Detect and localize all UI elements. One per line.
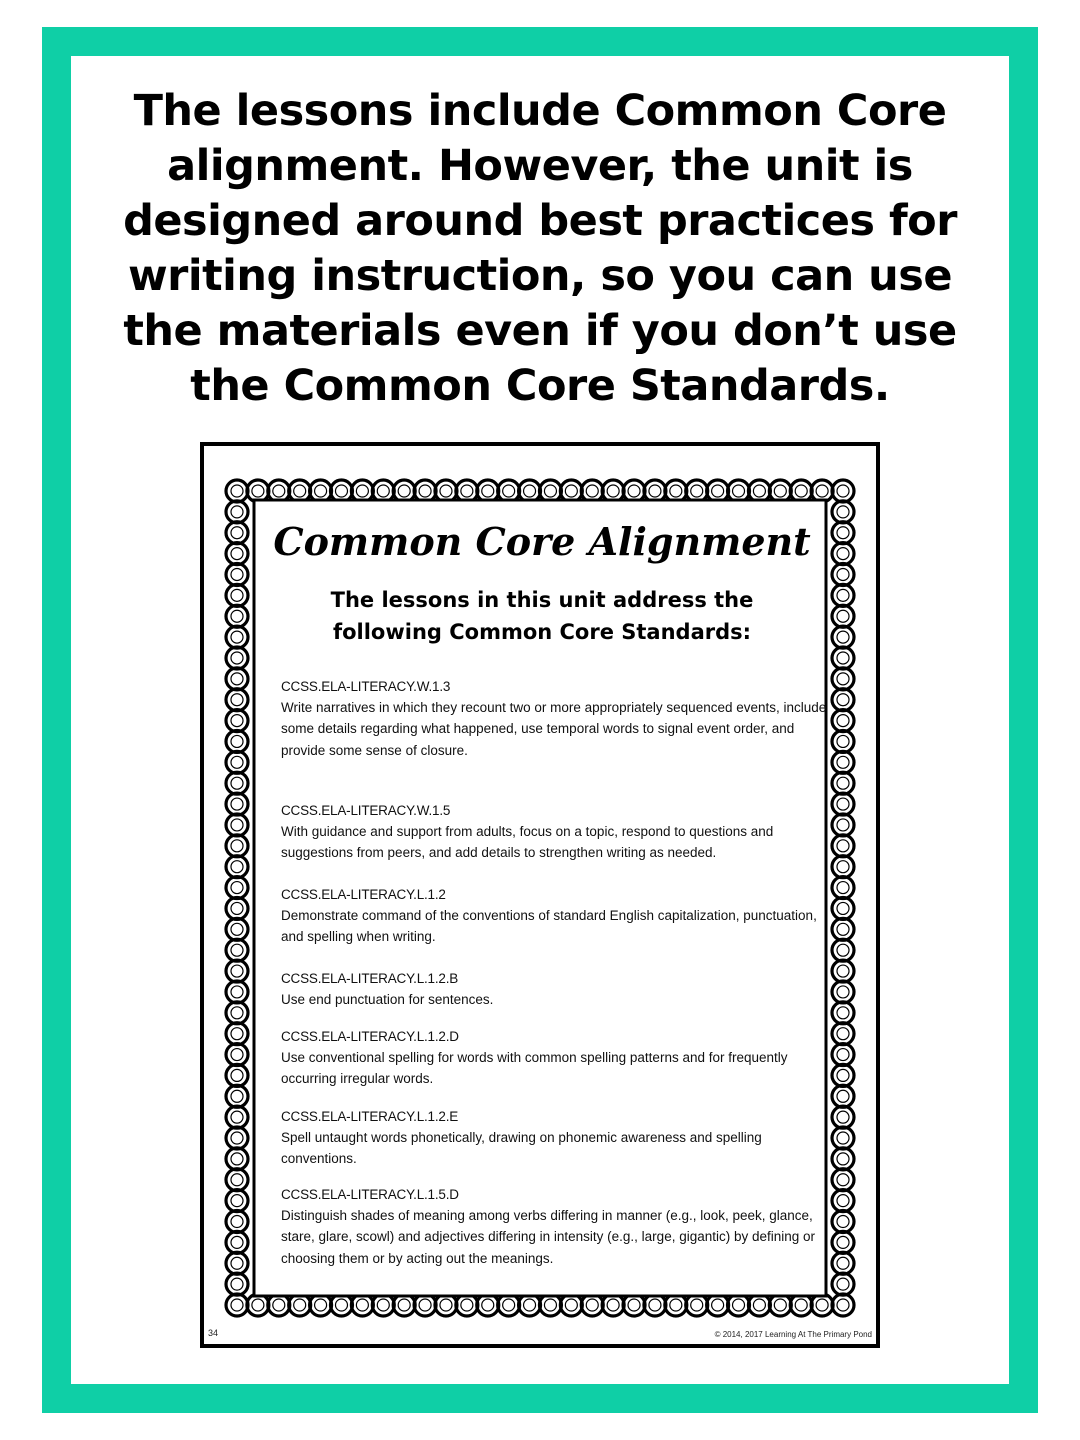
standard-item: [281, 1026, 827, 1090]
standard-code: CCSS.ELA-LITERACY.L.1.2.B: [281, 971, 459, 986]
worksheet-subtitle: [270, 584, 814, 648]
standard-description: Write narratives in which they recount two or more appropriately sequenced events, include some details regarding what happened, use temporal words to signal event order, and provide some sense of closure.: [281, 700, 827, 758]
standard-code: CCSS.ELA-LITERACY.L.1.2.D: [281, 1029, 459, 1044]
worksheet-subtitle-line-2: following Common Core Standards:: [332, 620, 752, 644]
standard-item: [281, 1106, 827, 1170]
standard-item: [281, 884, 827, 948]
standard-item: [281, 800, 827, 864]
standard-description: Use conventional spelling for words with common spelling patterns and for frequently occurring irregular words.: [281, 1050, 788, 1087]
standard-description: Spell untaught words phonetically, drawing on phonemic awareness and spelling conventions.: [281, 1130, 762, 1167]
standard-code: CCSS.ELA-LITERACY.L.1.2.E: [281, 1109, 459, 1124]
page-number: 34: [208, 1328, 219, 1338]
standard-item: [281, 968, 827, 1010]
standard-item: [281, 1184, 827, 1269]
standard-item: [281, 676, 827, 761]
standard-code: CCSS.ELA-LITERACY.L.1.2: [281, 887, 446, 902]
standard-description: Demonstrate command of the conventions of standard English capitalization, punctuation, and spelling when writing.: [281, 908, 817, 945]
standard-code: CCSS.ELA-LITERACY.L.1.5.D: [281, 1187, 459, 1202]
standard-code: CCSS.ELA-LITERACY.W.1.3: [281, 679, 451, 694]
worksheet-title: Common Core Alignment: [273, 519, 811, 564]
copyright-notice: © 2014, 2017 Learning At The Primary Pond: [714, 1330, 872, 1339]
standard-description: With guidance and support from adults, focus on a topic, respond to questions and suggestions from peers, and add details to strengthen writing as needed.: [281, 824, 774, 861]
standard-code: CCSS.ELA-LITERACY.W.1.5: [281, 803, 451, 818]
standard-description: Distinguish shades of meaning among verbs differing in manner (e.g., look, peek, glance, stare, glare, scowl) and adjectives differing in intensity (e.g., large, gigantic) by defining or choosing them or by acting out the meanings.: [281, 1208, 816, 1266]
worksheet-subtitle-line-1: The lessons in this unit address the: [330, 588, 754, 612]
headline-text: The lessons include Common Core alignment. However, the unit is designed around best practices for writing instruction, so you can use the materials even if you don’t use the Common Core Standards.: [123, 86, 957, 411]
standard-description: Use end punctuation for sentences.: [281, 992, 494, 1007]
